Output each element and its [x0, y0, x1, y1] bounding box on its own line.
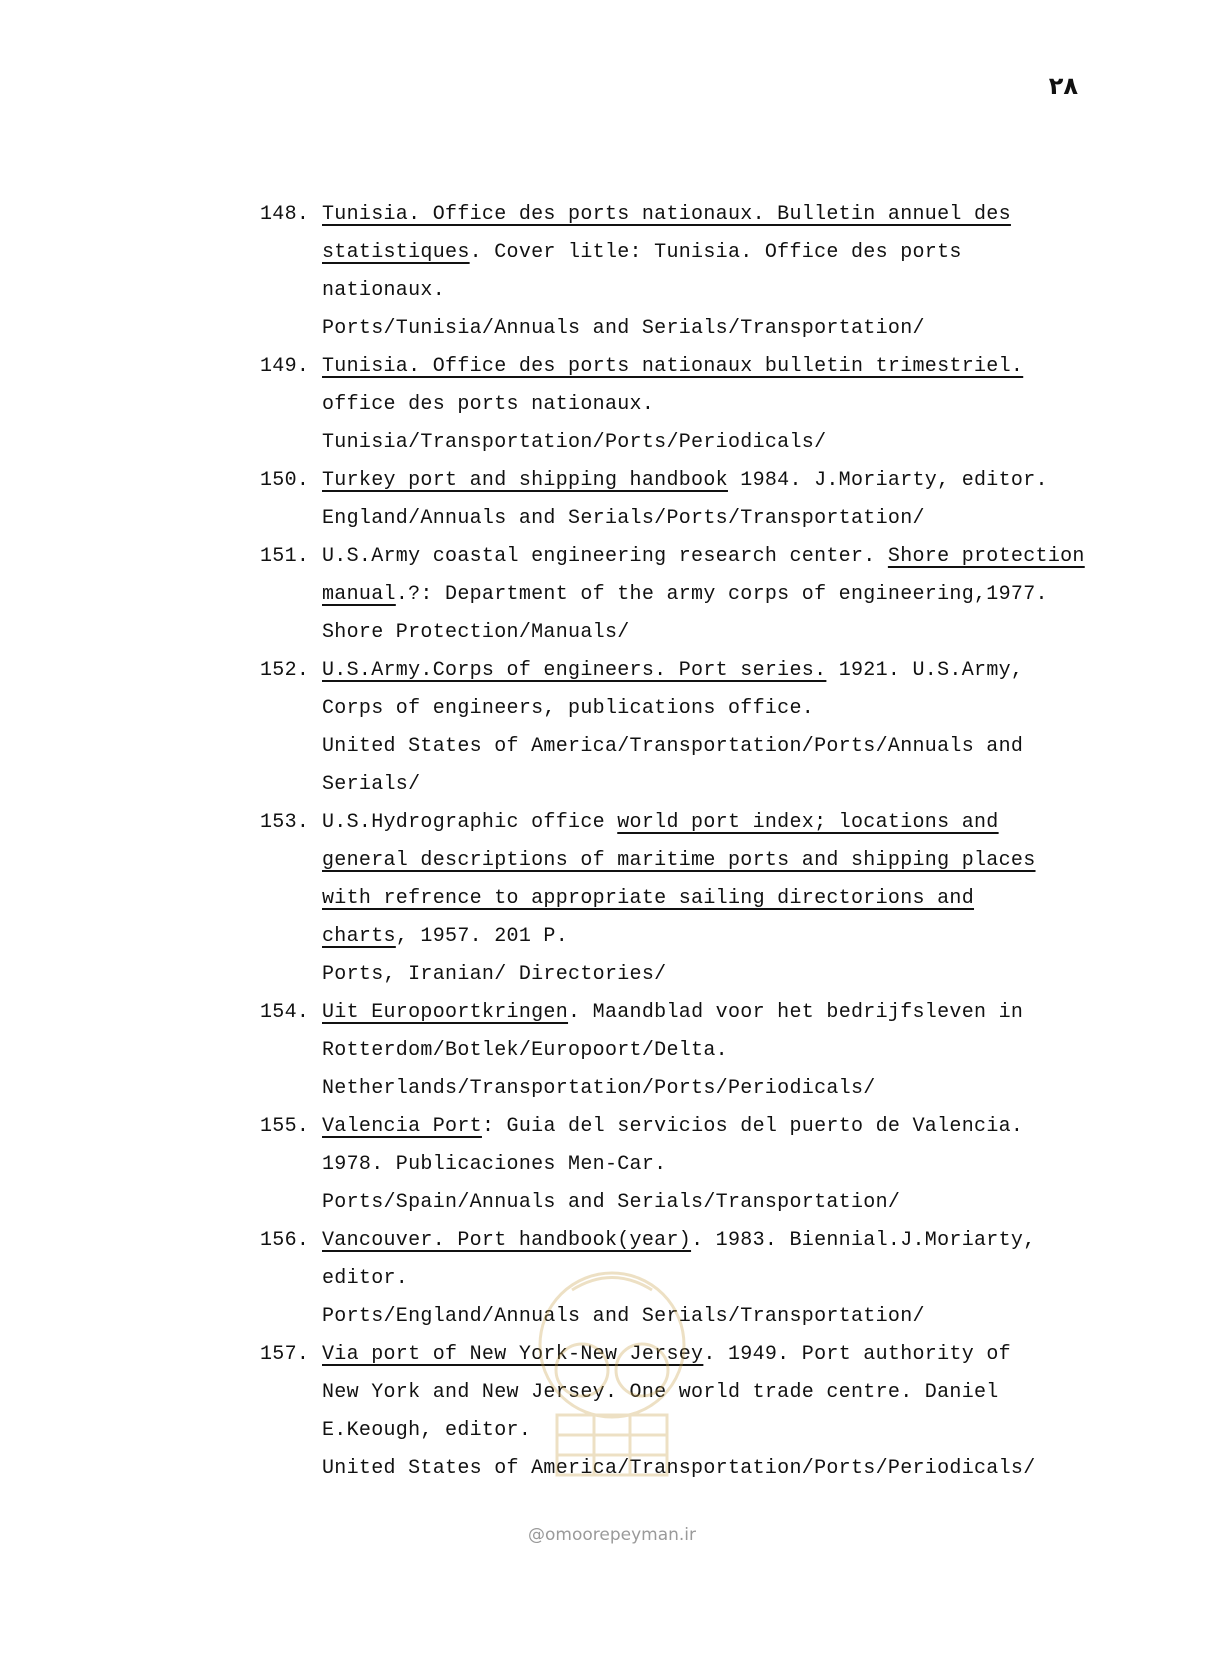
entry-text-segment: 1978. Publicaciones Men-Car.: [322, 1153, 667, 1176]
entry-text-segment: U.S.Army coastal engineering research center.: [322, 545, 888, 568]
entry-text-segment: Corps of engineers, publications office.: [322, 697, 815, 720]
entry-line: [322, 804, 1120, 842]
bibliography-entry: [260, 348, 1120, 462]
entry-number: 154.: [260, 1001, 310, 1024]
entry-text-segment: U.S.Hydrographic office: [322, 811, 618, 834]
entry-text-segment: England/Annuals and Serials/Ports/Transportation/: [322, 507, 925, 530]
entry-line: [322, 310, 1120, 348]
entry-text-segment: editor.: [322, 1267, 409, 1290]
entry-text-segment: Ports/Spain/Annuals and Serials/Transportation/: [322, 1191, 901, 1214]
entry-text-segment: 1921. U.S.Army,: [826, 659, 1024, 682]
entry-number: 150.: [260, 469, 310, 492]
entry-title-segment: Vancouver. Port handbook(year): [322, 1229, 692, 1252]
entry-line: [322, 842, 1120, 880]
entry-line: [322, 1336, 1120, 1374]
entry-line: [322, 766, 1120, 804]
bibliography-entry: [260, 652, 1120, 804]
entry-line: [322, 994, 1120, 1032]
page-number: ۲۸: [1048, 72, 1078, 100]
entry-title-segment: general descriptions of maritime ports and shipping places: [322, 849, 1036, 872]
entry-number: 149.: [260, 355, 310, 378]
entry-title-segment: Via port of New York-New Jersey: [322, 1343, 704, 1366]
entry-text-segment: E.Keough, editor.: [322, 1419, 532, 1442]
entry-line: [322, 196, 1120, 234]
entry-line: [322, 956, 1120, 994]
entry-text-segment: Ports/England/Annuals and Serials/Transportation/: [322, 1305, 925, 1328]
entry-text-segment: . 1983. Biennial.J.Moriarty,: [691, 1229, 1036, 1252]
entry-text-segment: , 1957. 201 P.: [395, 925, 569, 948]
entry-line: [322, 462, 1120, 500]
entry-number: 156.: [260, 1229, 310, 1252]
watermark-logo: [512, 1250, 712, 1520]
entry-text-segment: Rotterdom/Botlek/Europoort/Delta.: [322, 1039, 728, 1062]
entry-line: [322, 1184, 1120, 1222]
entry-title-segment: manual: [322, 583, 396, 606]
entry-line: [322, 386, 1120, 424]
entry-line: [322, 1412, 1120, 1450]
entry-text-segment: . 1949. Port authority of: [703, 1343, 1011, 1366]
entry-number: 157.: [260, 1343, 310, 1366]
entry-line: [322, 690, 1120, 728]
entry-line: [322, 538, 1120, 576]
entry-line: [322, 614, 1120, 652]
entry-title-segment: Uit Europoortkringen: [322, 1001, 569, 1024]
entry-number: 151.: [260, 545, 310, 568]
bibliography-entry: [260, 994, 1120, 1108]
watermark-gear-right: [616, 1344, 668, 1396]
entry-line: [322, 1260, 1120, 1298]
entry-line: [322, 728, 1120, 766]
entry-text-segment: New York and New Jersey. One world trade centre. Daniel: [322, 1381, 999, 1404]
watermark-text: @omoorepeyman.ir: [527, 1525, 697, 1545]
entry-text-segment: . Maandblad voor het bedrijfsleven in: [568, 1001, 1024, 1024]
watermark-ring: [540, 1273, 684, 1417]
bibliography-entry: [260, 1108, 1120, 1222]
entry-title-segment: with refrence to appropriate sailing directorions and: [322, 887, 975, 910]
entry-line: [322, 272, 1120, 310]
entry-text-segment: Tunisia/Transportation/Ports/Periodicals/: [322, 431, 827, 454]
entry-line: [322, 1108, 1120, 1146]
entry-title-segment: charts: [322, 925, 396, 948]
entry-line: [322, 576, 1120, 614]
entry-number: 155.: [260, 1115, 310, 1138]
entry-text-segment: United States of America/Transportation/Ports/Annuals and: [322, 735, 1024, 758]
watermark-grid: [557, 1415, 667, 1475]
entry-title-segment: Tunisia. Office des ports nationaux bulletin trimestriel.: [322, 355, 1024, 378]
entry-line: [322, 1070, 1120, 1108]
entry-text-segment: United States of America/Transportation/Ports/Periodicals/: [322, 1457, 1036, 1480]
bibliography-entry: [260, 196, 1120, 348]
entry-title-segment: Turkey port and shipping handbook: [322, 469, 728, 492]
entry-line: [322, 348, 1120, 386]
entry-line: [322, 424, 1120, 462]
entry-line: [322, 652, 1120, 690]
entry-line: [322, 1450, 1120, 1488]
entry-number: 152.: [260, 659, 310, 682]
entry-text-segment: office des ports nationaux.: [322, 393, 655, 416]
entry-text-segment: nationaux.: [322, 279, 446, 302]
entry-line: [322, 1222, 1120, 1260]
entry-text-segment: 1984. J.Moriarty, editor.: [727, 469, 1048, 492]
entry-number: 148.: [260, 203, 310, 226]
entry-text-segment: Serials/: [322, 773, 421, 796]
entry-title-segment: U.S.Army.Corps of engineers. Port series.: [322, 659, 827, 682]
entry-line: [322, 1374, 1120, 1412]
entry-text-segment: Shore Protection/Manuals/: [322, 621, 630, 644]
entry-text-segment: .?: Department of the army corps of engineering,1977.: [395, 583, 1048, 606]
entry-title-segment: Tunisia. Office des ports nationaux. Bulletin annuel des: [322, 203, 1011, 226]
entry-line: [322, 880, 1120, 918]
entry-number: 153.: [260, 811, 310, 834]
entry-title-segment: Shore protection: [887, 545, 1085, 568]
entry-line: [322, 918, 1120, 956]
entry-text-segment: Netherlands/Transportation/Ports/Periodicals/: [322, 1077, 876, 1100]
entry-title-segment: statistiques: [322, 241, 470, 264]
bibliography-entry: [260, 462, 1120, 538]
entry-text-segment: : Guia del servicios del puerto de Valencia.: [481, 1115, 1024, 1138]
bibliography-entry: [260, 538, 1120, 652]
entry-line: [322, 1146, 1120, 1184]
entry-title-segment: Valencia Port: [322, 1115, 482, 1138]
entry-title-segment: world port index; locations and: [617, 811, 999, 834]
entry-text-segment: . Cover litle: Tunisia. Office des ports: [469, 241, 962, 264]
entry-text-segment: Ports, Iranian/ Directories/: [322, 963, 667, 986]
entry-line: [322, 234, 1120, 272]
entry-line: [322, 500, 1120, 538]
entry-line: [322, 1298, 1120, 1336]
entry-line: [322, 1032, 1120, 1070]
bibliography-entry: [260, 804, 1120, 994]
entry-text-segment: Ports/Tunisia/Annuals and Serials/Transportation/: [322, 317, 925, 340]
watermark-gear-left: [556, 1344, 608, 1396]
